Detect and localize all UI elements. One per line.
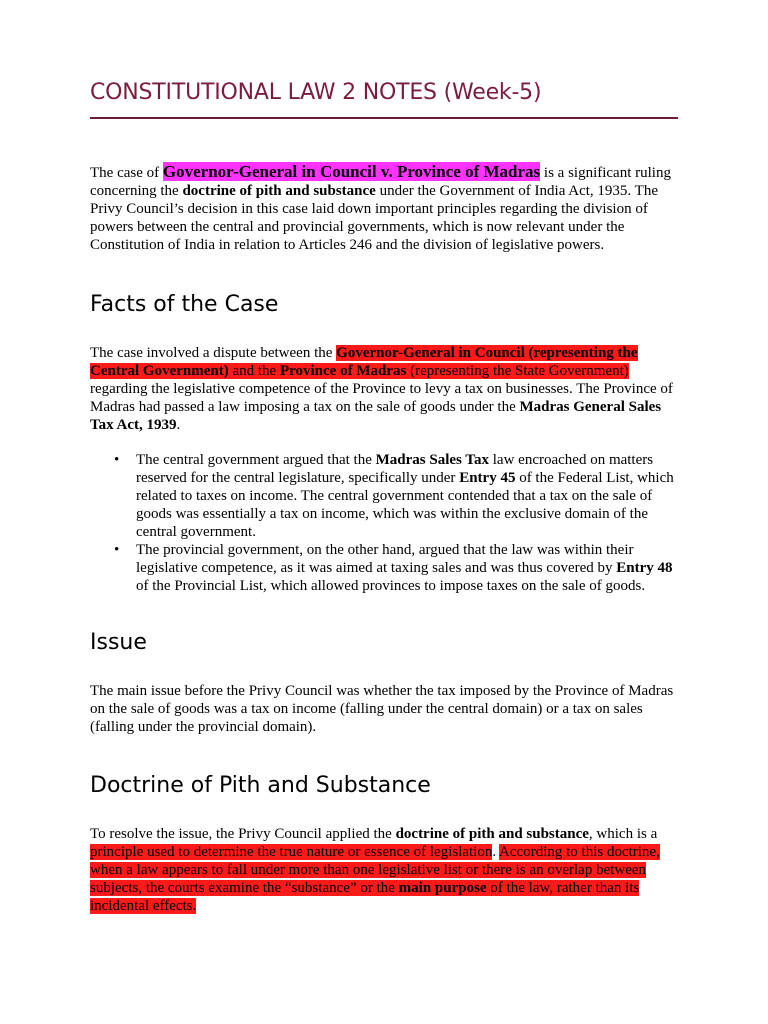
bullet-text: of the Provincial List, which allowed provinces to impose taxes on the sale of goods.	[136, 578, 646, 594]
act-name: Madras General Sales Tax Act, 1939	[90, 399, 662, 433]
list-item	[136, 541, 678, 595]
governor-general-highlight: Governor-General in Council (representing the Central Government)	[90, 345, 638, 379]
bullet-text: The central government argued that the	[136, 452, 376, 468]
facts-text: regarding the legislative competence of the Province to levy a tax on businesses. The Province of Madras had passed a law imposing a tax on the sale of goods under the	[90, 381, 673, 415]
facts-highlight-text: (representing the State Government)	[406, 363, 629, 379]
doctrine-term: doctrine of pith and substance	[395, 826, 589, 842]
bullet-bold: Madras Sales Tax	[375, 452, 489, 468]
issue-paragraph: The main issue before the Privy Council was whether the tax imposed by the Province of Madras on the sale of goods was a tax on income (falling under the central domain) or a tax on sales (falling under the provincial domain).	[90, 683, 674, 735]
doctrine-highlight: of the law, rather than its incidental effects.	[90, 880, 640, 914]
facts-text: The case involved a dispute between the	[90, 345, 337, 361]
bullet-text: The provincial government, on the other hand, argued that the law was within their legislative competence, as it was aimed at taxing sales and was thus covered by	[136, 542, 634, 576]
doctrine-paragraph	[90, 825, 678, 915]
bullet-bold: Entry 45	[459, 470, 516, 486]
facts-bullet-list	[90, 451, 678, 595]
case-name-highlight: Governor-General in Council v. Province of Madras	[162, 162, 541, 181]
doctrine-text: .	[492, 844, 500, 860]
doctrine-text: To resolve the issue, the Privy Council applied the	[90, 826, 396, 842]
doctrine-highlight: principle used to determine the true nature or essence of legislation	[90, 844, 493, 860]
intro-text: The case of	[90, 165, 163, 181]
heading-issue: Issue	[90, 630, 147, 655]
heading-doctrine: Doctrine of Pith and Substance	[90, 773, 431, 798]
list-item	[136, 451, 678, 541]
title-divider	[90, 117, 678, 119]
facts-highlight-text: and the	[228, 363, 280, 379]
intro-paragraph	[90, 163, 678, 254]
bullet-bold: Entry 48	[616, 560, 673, 576]
intro-text: is a significant ruling concerning the	[90, 165, 671, 199]
doctrine-text: , which is a	[588, 826, 658, 842]
facts-paragraph	[90, 344, 678, 434]
bullet-text: law encroached on matters reserved for the central legislature, specifically under	[136, 452, 654, 486]
main-purpose-highlight: main purpose	[398, 880, 487, 896]
facts-text: .	[176, 417, 181, 433]
doctrine-term: doctrine of pith and substance	[182, 183, 376, 199]
page-title: CONSTITUTIONAL LAW 2 NOTES (Week-5)	[90, 80, 542, 105]
doctrine-highlight: According to this doctrine, when a law appears to fall under more than one legislative list or there is an overlap between subjects, the courts examine the “substance” or the	[90, 844, 660, 896]
intro-text: under the Government of India Act, 1935. The Privy Council’s decision in this case laid down important principles regarding the division of powers between the central and provincial governments, which is now relevant under the Constitution of India in relation to Articles 246 and the division of legislative powers.	[90, 183, 658, 253]
heading-facts: Facts of the Case	[90, 292, 279, 317]
province-madras-highlight: Province of Madras	[279, 363, 407, 379]
bullet-text: of the Federal List, which related to taxes on income. The central government contended that a tax on the sale of goods was essentially a tax on income, which was within the exclusive domain of the central government.	[136, 470, 674, 540]
